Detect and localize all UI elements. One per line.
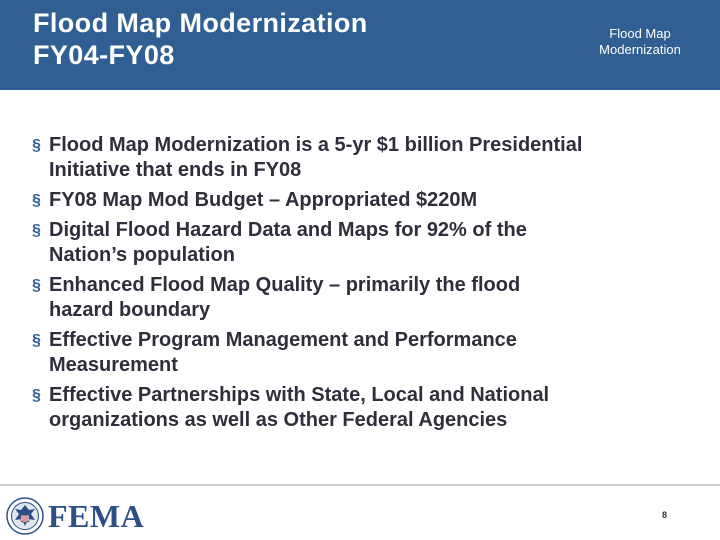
- header-program-label: [586, 26, 694, 58]
- bullet-text-line: Nation’s population: [49, 244, 235, 266]
- bullet-marker-icon: §: [32, 137, 41, 154]
- footer-divider: [0, 484, 720, 486]
- bullet-item: [32, 383, 702, 433]
- header-label-line-1: Flood Map: [609, 26, 671, 41]
- bullet-text-line: Flood Map Modernization is a 5-yr $1 billion Presidential: [49, 134, 583, 156]
- bullet-item: [32, 218, 702, 268]
- dhs-seal-icon: [6, 497, 44, 535]
- page-number: 8: [662, 510, 668, 520]
- bullet-text-line: Effective Partnerships with State, Local and National: [49, 384, 550, 406]
- bullet-item: [32, 133, 702, 183]
- slide-header: [0, 0, 720, 90]
- slide-title-line-1: Flood Map Modernization: [33, 8, 368, 38]
- bullet-marker-icon: §: [32, 192, 41, 209]
- bullet-item: [32, 328, 702, 378]
- bullet-text-line: Effective Program Management and Performance: [49, 329, 517, 351]
- slide-title: [33, 7, 368, 71]
- bullet-text-line: hazard boundary: [49, 299, 211, 321]
- fema-logo: [6, 496, 144, 536]
- bullet-text-line: organizations as well as Other Federal Agencies: [49, 409, 508, 431]
- bullet-text-line: Enhanced Flood Map Quality – primarily the flood: [49, 274, 521, 296]
- bullet-marker-icon: §: [32, 222, 41, 239]
- bullet-item: [32, 273, 702, 323]
- bullet-marker-icon: §: [32, 277, 41, 294]
- bullet-marker-icon: §: [32, 387, 41, 404]
- bullet-marker-icon: §: [32, 332, 41, 349]
- bullet-text-line: Measurement: [49, 354, 178, 376]
- bullet-list: [32, 133, 702, 438]
- bullet-item: [32, 188, 702, 213]
- slide-title-line-2: FY04-FY08: [33, 40, 175, 70]
- bullet-text-line: Initiative that ends in FY08: [49, 159, 302, 181]
- header-label-line-2: Modernization: [599, 42, 681, 57]
- bullet-text-line: FY08 Map Mod Budget – Appropriated $220M: [49, 189, 478, 211]
- fema-wordmark: FEMA: [48, 497, 145, 534]
- bullet-text-line: Digital Flood Hazard Data and Maps for 92% of the: [49, 219, 527, 241]
